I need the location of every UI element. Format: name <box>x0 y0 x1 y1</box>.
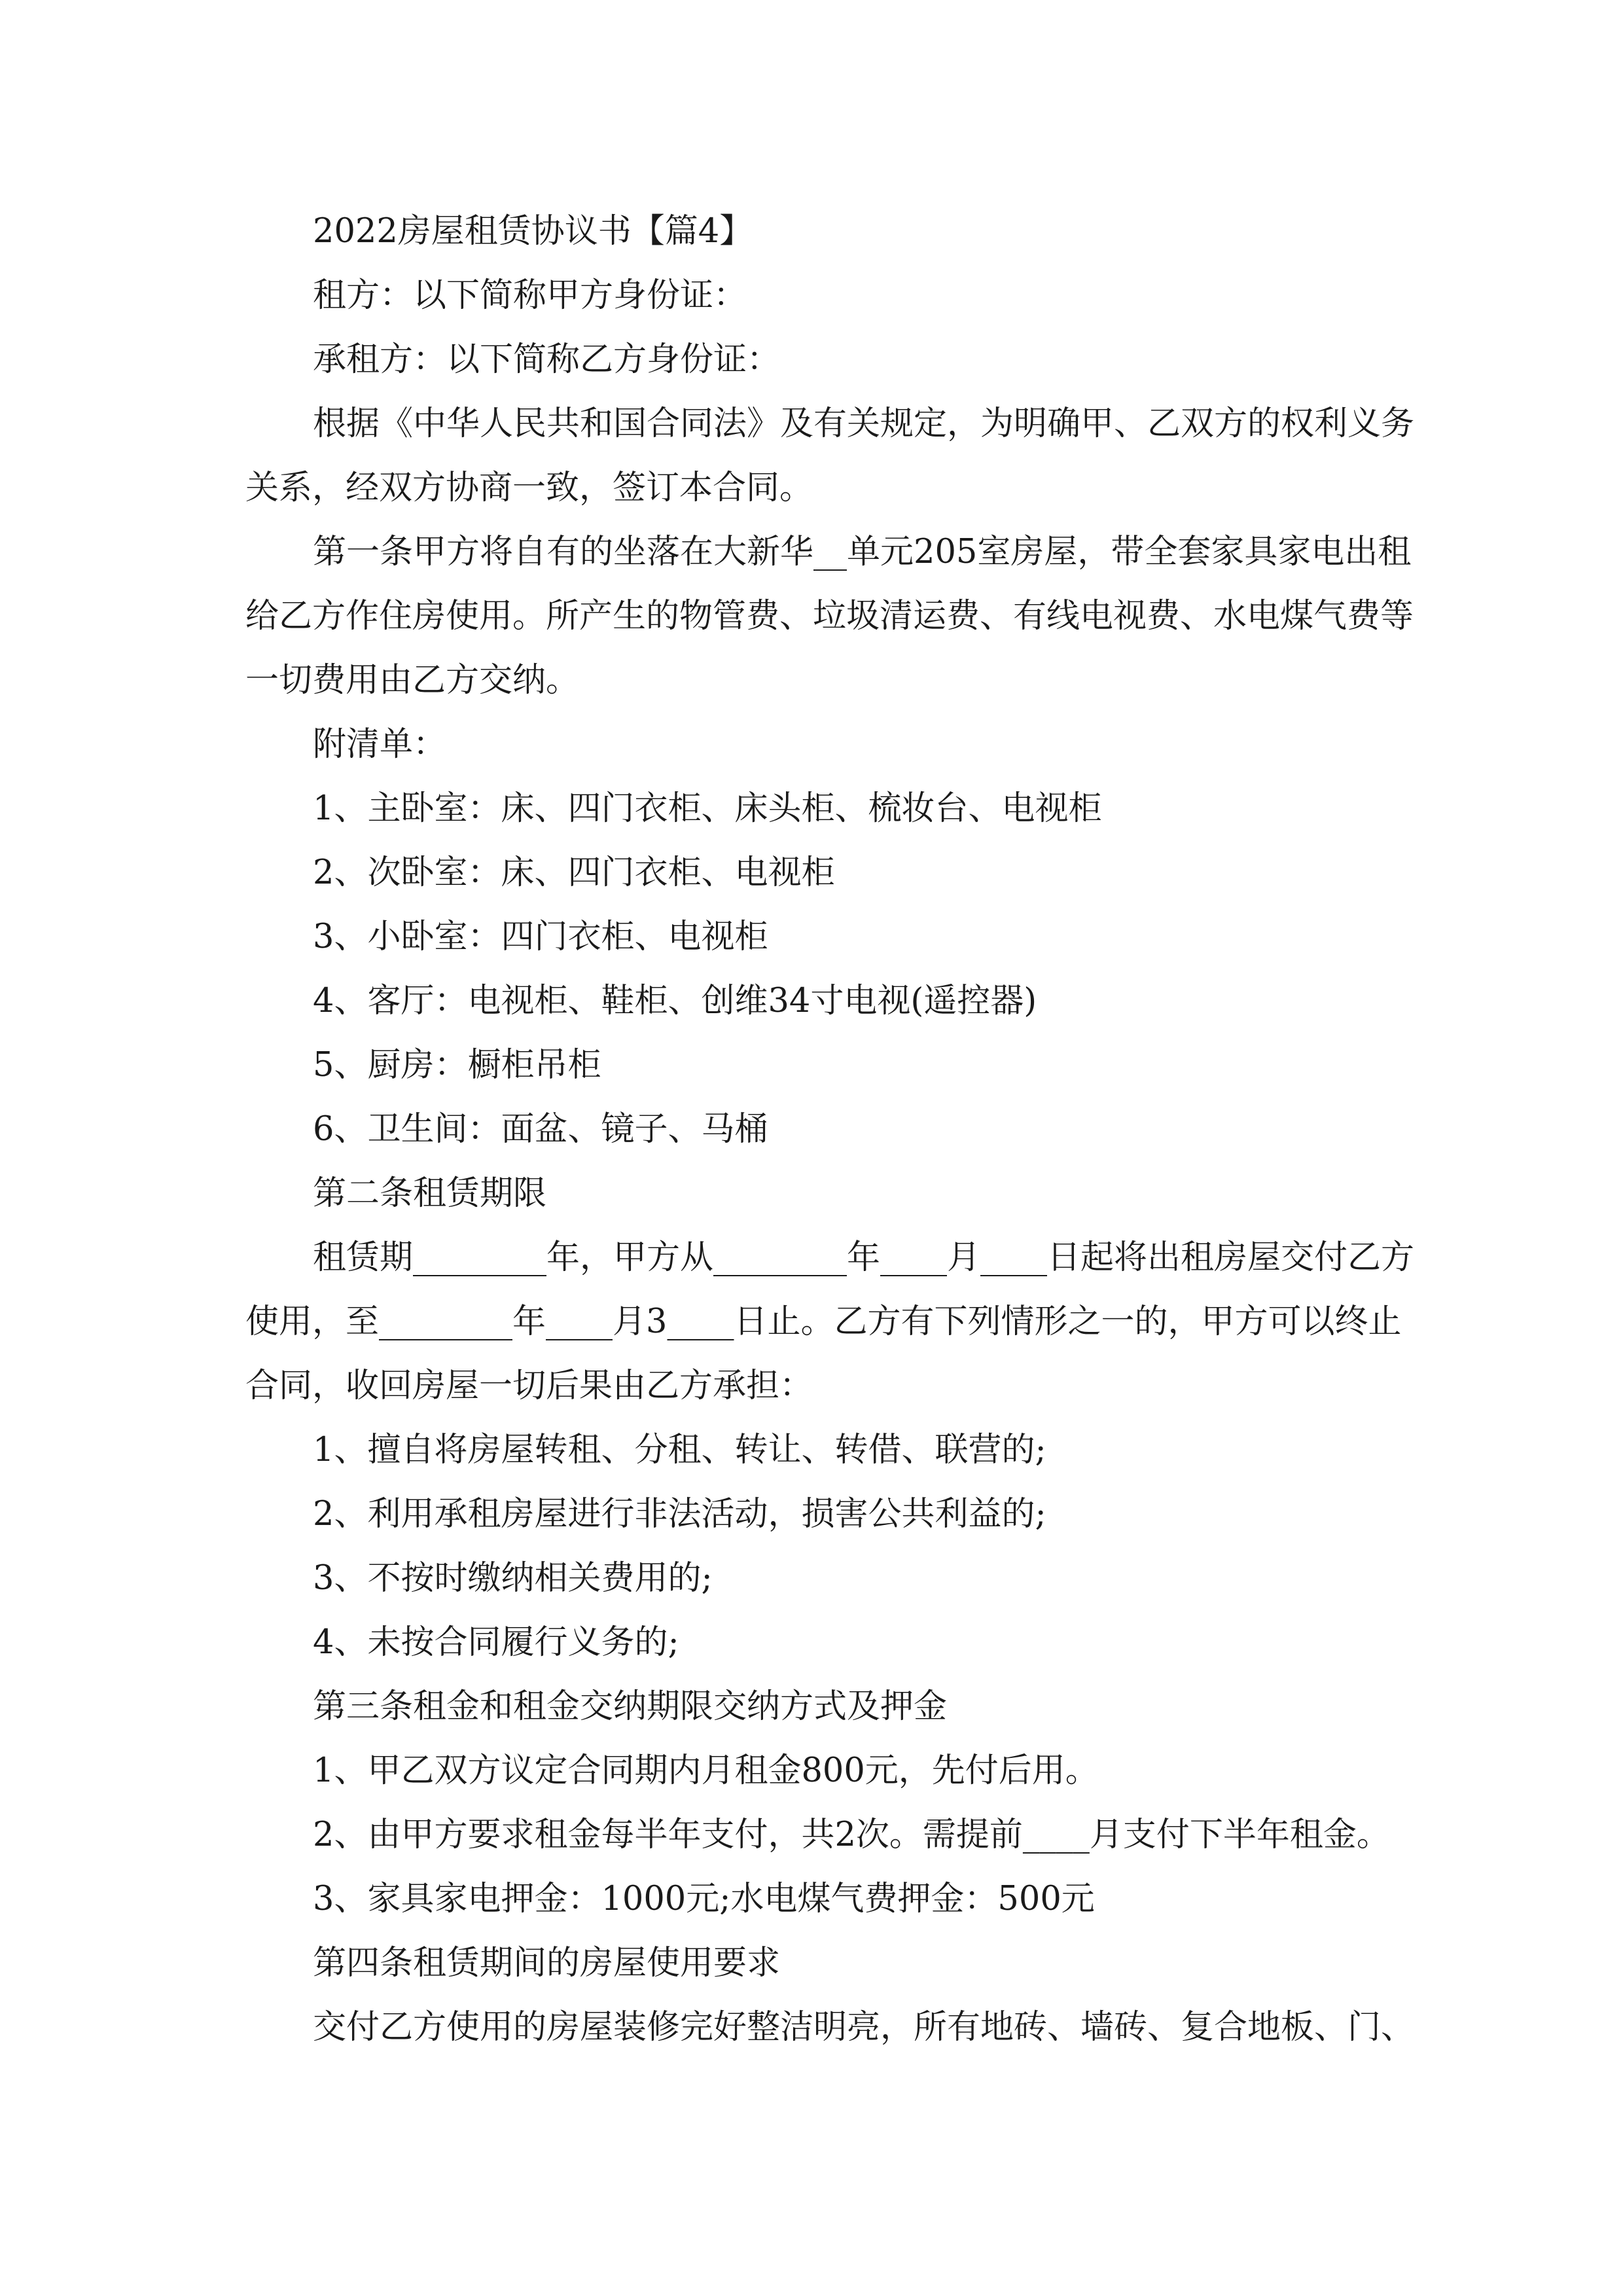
article-2-line-1: 租赁期________年，甲方从________年____月____日起将出租房屋交付乙方 <box>313 1238 1415 1277</box>
lessor-line: 租方：以下简称甲方身份证： <box>313 276 747 315</box>
inventory-item: 2、次卧室：床、四门衣柜、电视柜 <box>313 853 835 892</box>
termination-item: 1、擅自将房屋转租、分租、转让、转借、联营的; <box>313 1431 1046 1469</box>
deposit-item: 3、家具家电押金：1000元;水电煤气费押金：500元 <box>313 1880 1095 1918</box>
inventory-item: 3、小卧室：四门衣柜、电视柜 <box>313 918 768 956</box>
inventory-item: 5、厨房：橱柜吊柜 <box>313 1046 601 1085</box>
article-1-line-2: 给乙方作住房使用。所产生的物管费、垃圾清运费、有线电视费、水电煤气费等 <box>245 597 1414 636</box>
preamble-line-1: 根据《中华人民共和国合同法》及有关规定，为明确甲、乙双方的权利义务 <box>313 404 1415 443</box>
rent-item: 1、甲乙双方议定合同期内月租金800元，先付后用。 <box>313 1751 1099 1790</box>
termination-item: 4、未按合同履行义务的; <box>313 1623 679 1662</box>
inventory-heading: 附清单： <box>313 725 447 764</box>
inventory-item: 6、卫生间：面盆、镜子、马桶 <box>313 1110 768 1149</box>
lessee-line: 承租方：以下简称乙方身份证： <box>313 340 781 379</box>
inventory-item: 4、客厅：电视柜、鞋柜、创维34寸电视(遥控器) <box>313 982 1037 1020</box>
article-2-line-2: 使用，至________年____月3____日止。乙方有下列情形之一的，甲方可以终止 <box>245 1302 1402 1341</box>
termination-item: 2、利用承租房屋进行非法活动，损害公共利益的; <box>313 1495 1046 1534</box>
article-1-line-3: 一切费用由乙方交纳。 <box>245 661 580 700</box>
article-1-line-1: 第一条甲方将自有的坐落在大新华__单元205室房屋，带全套家具家电出租 <box>313 533 1412 571</box>
article-4-line-1: 交付乙方使用的房屋装修完好整洁明亮，所有地砖、墙砖、复合地板、门、 <box>313 2008 1415 2047</box>
rent-item: 2、由甲方要求租金每半年支付，共2次。需提前____月支付下半年租金。 <box>313 1816 1390 1854</box>
preamble-line-2: 关系，经双方协商一致，签订本合同。 <box>245 469 813 507</box>
document-body <box>245 200 1415 2060</box>
document-title: 2022房屋租赁协议书【篇4】 <box>313 212 753 251</box>
article-4-heading: 第四条租赁期间的房屋使用要求 <box>313 1944 781 1982</box>
article-2-heading: 第二条租赁期限 <box>313 1174 547 1213</box>
inventory-item: 1、主卧室：床、四门衣柜、床头柜、梳妆台、电视柜 <box>313 789 1102 828</box>
article-2-line-3: 合同，收回房屋一切后果由乙方承担： <box>245 1367 813 1405</box>
article-3-heading: 第三条租金和租金交纳期限交纳方式及押金 <box>313 1687 948 1726</box>
termination-item: 3、不按时缴纳相关费用的; <box>313 1559 713 1598</box>
